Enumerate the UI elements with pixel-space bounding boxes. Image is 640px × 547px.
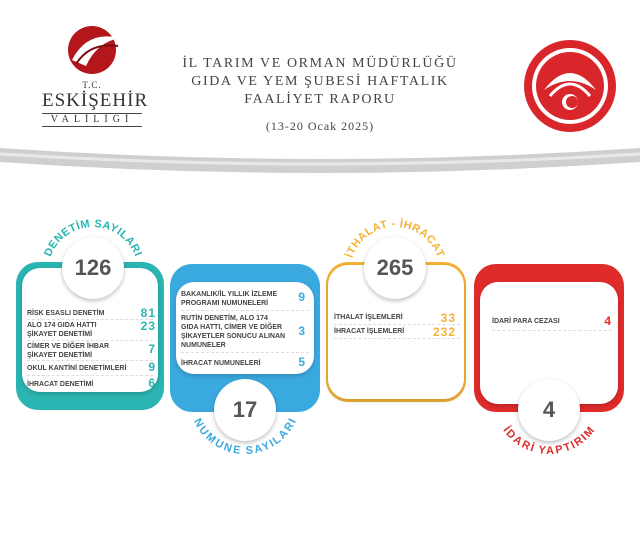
logo-gov-text: VALİLİĞİ <box>42 113 142 127</box>
title-line-2: GIDA VE YEM ŞUBESİ HAFTALIK <box>191 74 449 89</box>
ministry-seal <box>522 38 618 134</box>
denetim-item-label: ALO 174 GIDA HATTI ŞİKAYET DENETİMİ <box>27 322 97 338</box>
ithalat-item-value: 232 <box>432 325 456 339</box>
idari-item-label: İDARİ PARA CEZASI <box>492 318 560 325</box>
row-separator <box>181 310 309 311</box>
report-date: (13-20 Ocak 2025) <box>265 119 375 133</box>
eskisehir-valiligi-logo <box>42 20 149 130</box>
numune-item-value: 5 <box>298 355 306 369</box>
numune-item-label: BAKANLIK/İL YILLIK İZLEME PROGRAMI NUMUNELERİ <box>181 291 278 307</box>
title-line-1: İL TARIM VE ORMAN MÜDÜRLÜĞÜ <box>182 56 458 71</box>
title-line-3: FAALİYET RAPORU <box>244 92 396 107</box>
idari-arc-label <box>494 378 604 454</box>
idari-label: İDARİ YAPTIRIM <box>500 424 598 454</box>
row-separator <box>181 352 309 353</box>
row-separator <box>27 340 153 341</box>
logo-city-text: ESKİŞEHİR <box>42 90 149 111</box>
idari-total: 4 <box>518 379 580 441</box>
denetim-item-value: 81 <box>140 306 156 320</box>
numune-item-label: İHRACAT NUMUNELERİ <box>181 360 261 367</box>
denetim-item-value: 7 <box>148 342 156 356</box>
row-separator <box>334 338 460 339</box>
numune-arc-label <box>190 378 300 454</box>
logo-tc-text: T.C. <box>82 80 102 90</box>
ithalat-item-label: İHRACAT İŞLEMLERİ <box>334 328 405 335</box>
denetim-item-value: 23 <box>140 319 156 333</box>
governorate-emblem-icon <box>42 20 142 80</box>
denetim-item-label: OKUL KANTİNİ DENETİMLERİ <box>27 365 127 372</box>
ithalat-total: 265 <box>364 237 426 299</box>
idari-item-value: 4 <box>604 314 612 328</box>
row-separator <box>492 330 612 331</box>
denetim-total: 126 <box>62 237 124 299</box>
numune-total: 17 <box>214 379 276 441</box>
denetim-item-label: İHRACAT DENETİMİ <box>27 381 94 388</box>
header-divider <box>0 140 640 180</box>
denetim-label: DENETİM SAYILARI <box>42 217 144 259</box>
svg-text:NUMUNE SAYILARI <box>191 417 299 454</box>
ithalat-item-value: 33 <box>440 311 456 325</box>
ministry-seal-icon <box>522 38 618 134</box>
report-title <box>150 55 490 134</box>
ithalat-item-label: İTHALAT İŞLEMLERİ <box>334 314 403 321</box>
denetim-item-label: CİMER VE DİĞER İHBAR ŞİKAYET DENETİMİ <box>27 343 110 359</box>
numune-label: NUMUNE SAYILARI <box>191 416 300 454</box>
numune-item-label: RUTİN DENETİM, ALO 174 GIDA HATTI, CİMER VE DİĞER ŞİKAYETLER SONUCU ALINAN NUMUNELER <box>181 315 286 349</box>
denetim-item-value: 9 <box>148 360 156 374</box>
denetim-item-label: RİSK ESASLI DENETİM <box>27 310 105 317</box>
denetim-item-value: 6 <box>148 376 156 390</box>
numune-item-value: 9 <box>298 290 306 304</box>
ithalat-label: İTHALAT - İHRACAT <box>343 217 447 260</box>
svg-text:İDARİ YAPTIRIM <box>500 424 597 454</box>
numune-item-value: 3 <box>298 324 306 338</box>
